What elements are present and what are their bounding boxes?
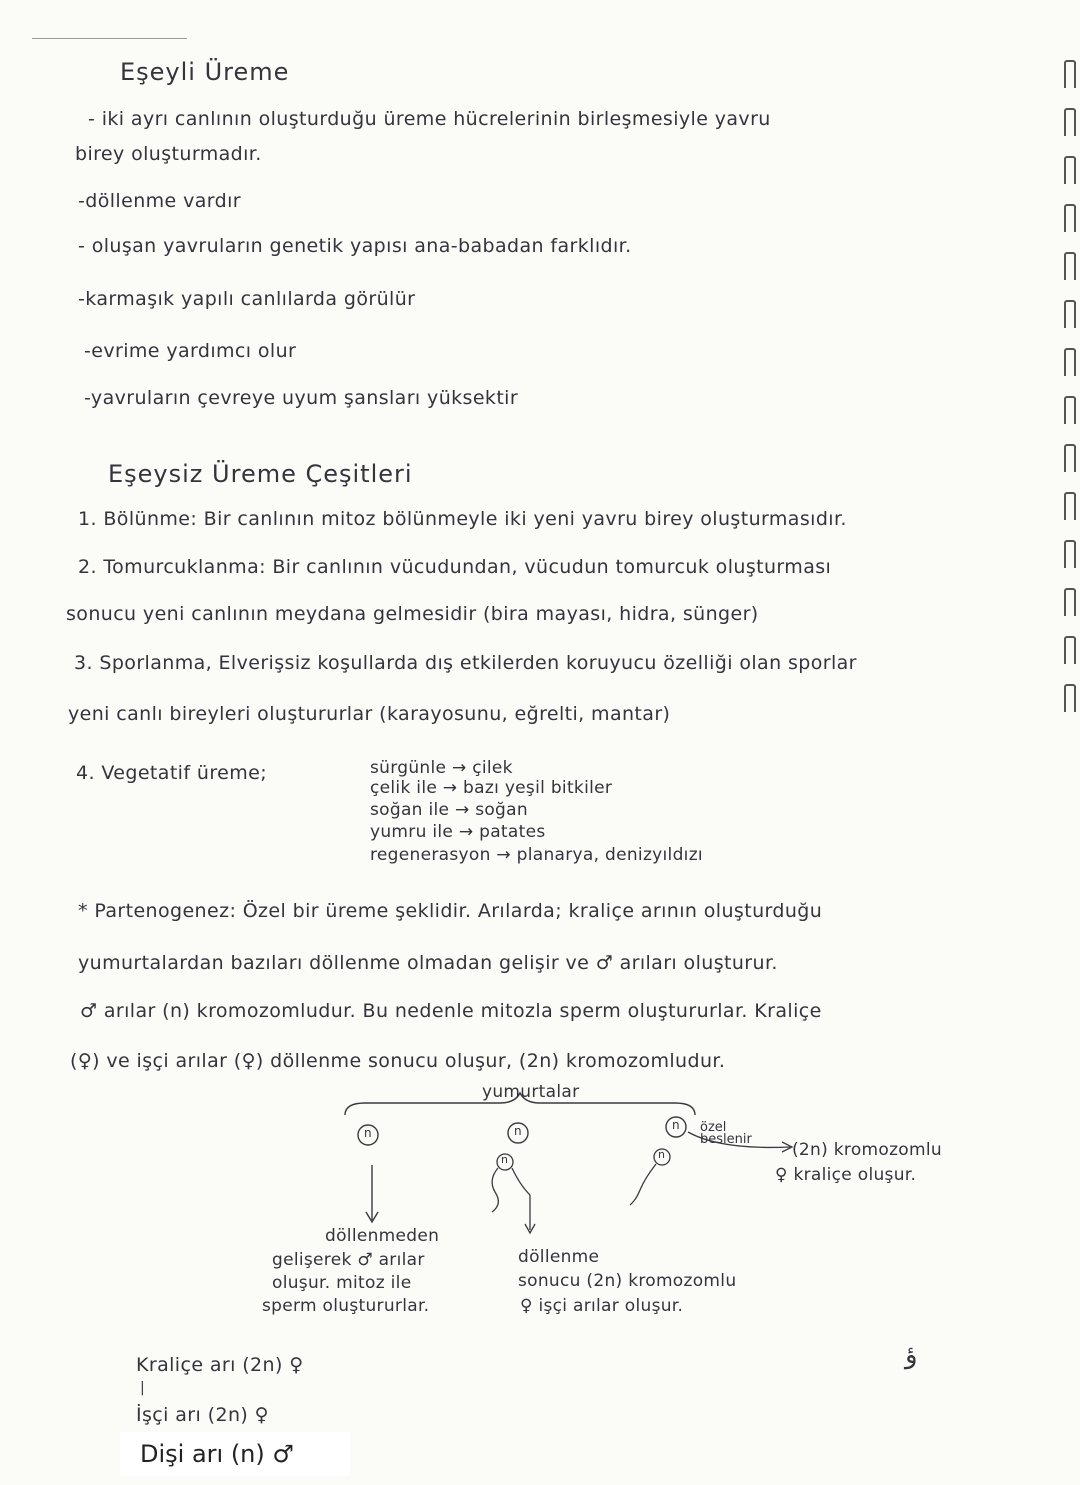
left-desc: döllenmeden — [325, 1226, 440, 1246]
right-desc: (2n) kromozomlu — [792, 1140, 942, 1160]
section1-line1b: birey oluşturmadır. — [75, 143, 262, 165]
egg-label: n — [514, 1124, 522, 1138]
veg-item: çelik ile → bazı yeşil bitkiler — [370, 778, 613, 798]
left-desc: gelişerek ♂ arılar — [272, 1250, 425, 1270]
section1-title: Eşeyli Üreme — [120, 58, 290, 86]
veg-item: sürgünle → çilek — [370, 758, 513, 778]
middle-desc: döllenme — [518, 1247, 600, 1267]
summary-disi: Dişi arı (n) ♂ — [140, 1440, 294, 1468]
sperm-label: n — [501, 1153, 508, 1166]
special-feeding-note: özel beslenir — [700, 1120, 752, 1147]
item-vegetatif: 4. Vegetatif üreme; — [76, 762, 268, 784]
item-bolunme: 1. Bölünme: Bir canlının mitoz bölünmeyle iki yeni yavru birey oluşturmasıdır. — [78, 508, 847, 530]
stray-mark: ؤ — [905, 1340, 918, 1370]
section1-line2: -döllenme vardır — [78, 190, 241, 212]
egg-label: n — [672, 1118, 680, 1132]
egg-label: n — [364, 1126, 372, 1140]
typed-label-box — [120, 1432, 350, 1476]
veg-item: yumru ile → patates — [370, 822, 546, 842]
left-desc: oluşur. mitoz ile — [272, 1273, 412, 1293]
diagram-title: yumurtalar — [482, 1082, 580, 1102]
section1-line1a: - iki ayrı canlının oluşturduğu üreme hücrelerinin birleşmesiyle yavru — [88, 108, 771, 130]
summary-divider: | — [140, 1380, 145, 1396]
section1-line6: -yavruların çevreye uyum şansları yüksektir — [84, 387, 519, 409]
partenogenez-line1: * Partenogenez: Özel bir üreme şeklidir. Arılarda; kraliçe arının oluşturduğu — [78, 900, 823, 922]
partenogenez-line3: ♂ arılar (n) kromozomludur. Bu nedenle mitozla sperm oluştururlar. Kraliçe — [80, 1000, 822, 1022]
left-desc: sperm oluştururlar. — [262, 1296, 430, 1316]
section1-line5: -evrime yardımcı olur — [84, 340, 297, 362]
section1-line4: -karmaşık yapılı canlılarda görülür — [78, 288, 416, 310]
item-sporlanma-a: 3. Sporlanma, Elverişsiz koşullarda dış etkilerden koruyucu özelliği olan sporlar — [74, 652, 857, 674]
summary-kralice: Kraliçe arı (2n) ♀ — [136, 1354, 304, 1376]
veg-item: regenerasyon → planarya, denizyıldızı — [370, 845, 703, 865]
section2-title: Eşeysiz Üreme Çeşitleri — [108, 460, 413, 488]
summary-isci: İşçi arı (2n) ♀ — [136, 1404, 269, 1426]
item-sporlanma-b: yeni canlı bireyleri oluştururlar (karayosunu, eğrelti, mantar) — [68, 703, 671, 725]
veg-item: soğan ile → soğan — [370, 800, 528, 820]
item-tomurcuklanma-a: 2. Tomurcuklanma: Bir canlının vücudundan, vücudun tomurcuk oluşturması — [78, 556, 832, 578]
partenogenez-line2: yumurtalardan bazıları döllenme olmadan gelişir ve ♂ arıları oluşturur. — [78, 952, 778, 974]
middle-desc: ♀ işçi arılar oluşur. — [520, 1296, 684, 1316]
sperm-label: n — [658, 1148, 665, 1161]
middle-desc: sonucu (2n) kromozomlu — [518, 1271, 737, 1291]
section1-line3: - oluşan yavruların genetik yapısı ana-babadan farklıdır. — [78, 235, 632, 257]
partenogenez-line4: (♀) ve işçi arılar (♀) döllenme sonucu oluşur, (2n) kromozomludur. — [70, 1050, 726, 1072]
right-desc: ♀ kraliçe oluşur. — [775, 1165, 917, 1185]
item-tomurcuklanma-b: sonucu yeni canlının meydana gelmesidir (bira mayası, hidra, sünger) — [66, 603, 759, 625]
